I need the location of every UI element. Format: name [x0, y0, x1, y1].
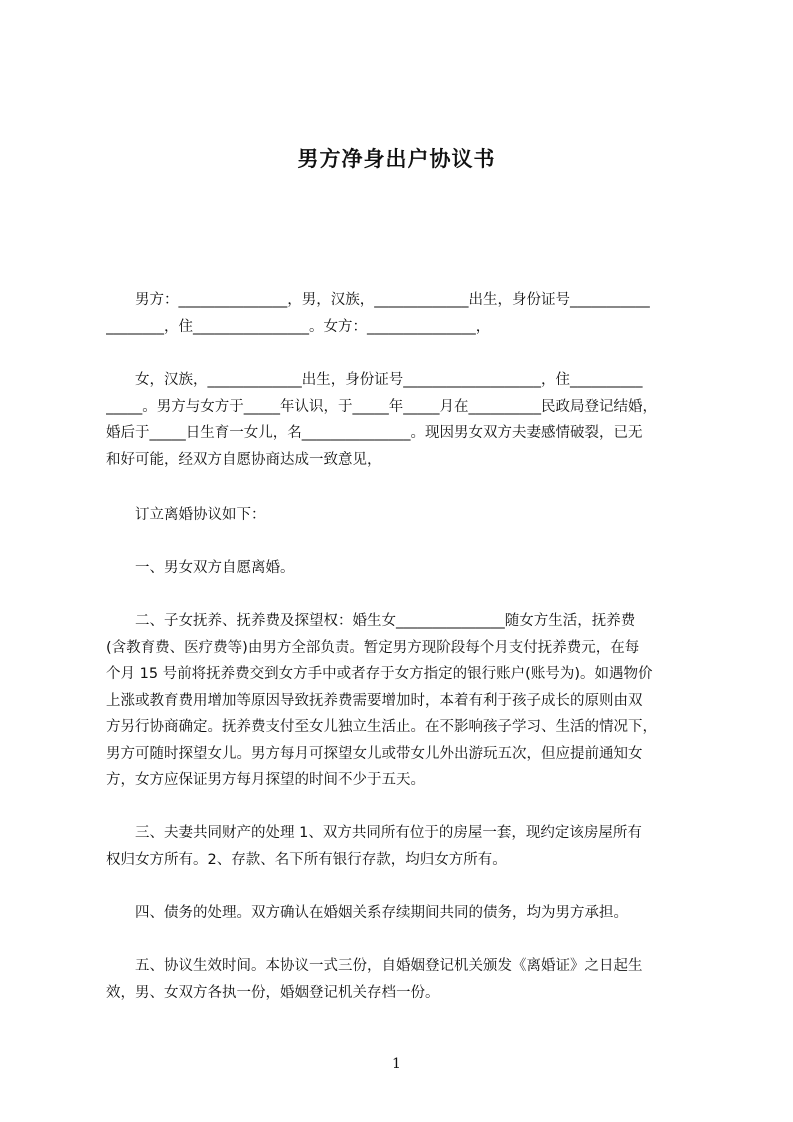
text-line: 一、男女双方自愿离婚。 — [106, 560, 295, 576]
text-line: 女，汉族，_____________出生，身份证号___________________，住__________ — [106, 372, 643, 388]
text-line: 男方可随时探望女儿。男方每月可探望女儿或带女儿外出游玩五次，但应提前通知女 — [106, 745, 643, 762]
paragraph-clause-property — [106, 820, 698, 873]
text-line: 上涨或教育费用增加等原因导致抚养费需要增加时，本着有利于孩子成长的原则由双 — [106, 692, 643, 709]
text-line: ________，住________________。女方：_______________， — [106, 318, 491, 335]
document-title: 男方净身出户协议书 — [297, 147, 496, 171]
text-line: _____。男方与女方于_____年认识，于_____年_____月在__________民政局登记结婚， — [106, 398, 657, 415]
text-line: 男方：_______________，男，汉族，_____________出生，身份证号___________ — [106, 292, 650, 308]
text-line: 权归女方所有。2、存款、名下所有银行存款，均归女方所有。 — [106, 851, 507, 868]
text-line: 二、子女抚养、抚养费及探望权：婚生女_______________随女方生活，抚养费 — [106, 613, 636, 629]
text-line: 婚后于_____日生育一女儿，名_______________。现因男女双方夫妻感情破裂，已无 — [106, 425, 643, 441]
text-line: 和好可能，经双方自愿协商达成一致意见， — [106, 451, 382, 468]
paragraph-clause-debt — [106, 900, 698, 927]
text-line: (含教育费、医疗费等)由男方全部负责。暂定男方现阶段每个月支付抚养费元，在每 — [106, 639, 640, 656]
text-line: 个月 15 号前将抚养费交到女方手中或者存于女方指定的银行账户(账号为)。如遇物价 — [106, 666, 653, 682]
text-line: 效，男、女双方各执一份，婚姻登记机关存档一份。 — [106, 984, 440, 1001]
paragraph-female-party — [106, 367, 698, 473]
paragraph-agreement-intro — [106, 502, 698, 529]
paragraph-clause-divorce — [106, 555, 698, 582]
page-number: 1 — [392, 1056, 401, 1072]
paragraph-clause-effective — [106, 953, 698, 1006]
text-line: 三、夫妻共同财产的处理 1、双方共同所有位于的房屋一套，现约定该房屋所有 — [106, 825, 642, 841]
text-line: 四、债务的处理。双方确认在婚姻关系存续期间共同的债务，均为男方承担。 — [106, 905, 628, 921]
text-line: 方另行协商确定。抚养费支付至女儿独立生活止。在不影响孩子学习、生活的情况下， — [106, 719, 657, 735]
text-line: 五、协议生效时间。本协议一式三份，自婚姻登记机关颁发《离婚证》之日起生 — [106, 958, 643, 974]
paragraph-male-party — [106, 287, 698, 340]
paragraph-clause-custody — [106, 608, 698, 794]
text-line: 订立离婚协议如下： — [106, 507, 266, 523]
text-line: 方，女方应保证男方每月探望的时间不少于五天。 — [106, 772, 425, 788]
